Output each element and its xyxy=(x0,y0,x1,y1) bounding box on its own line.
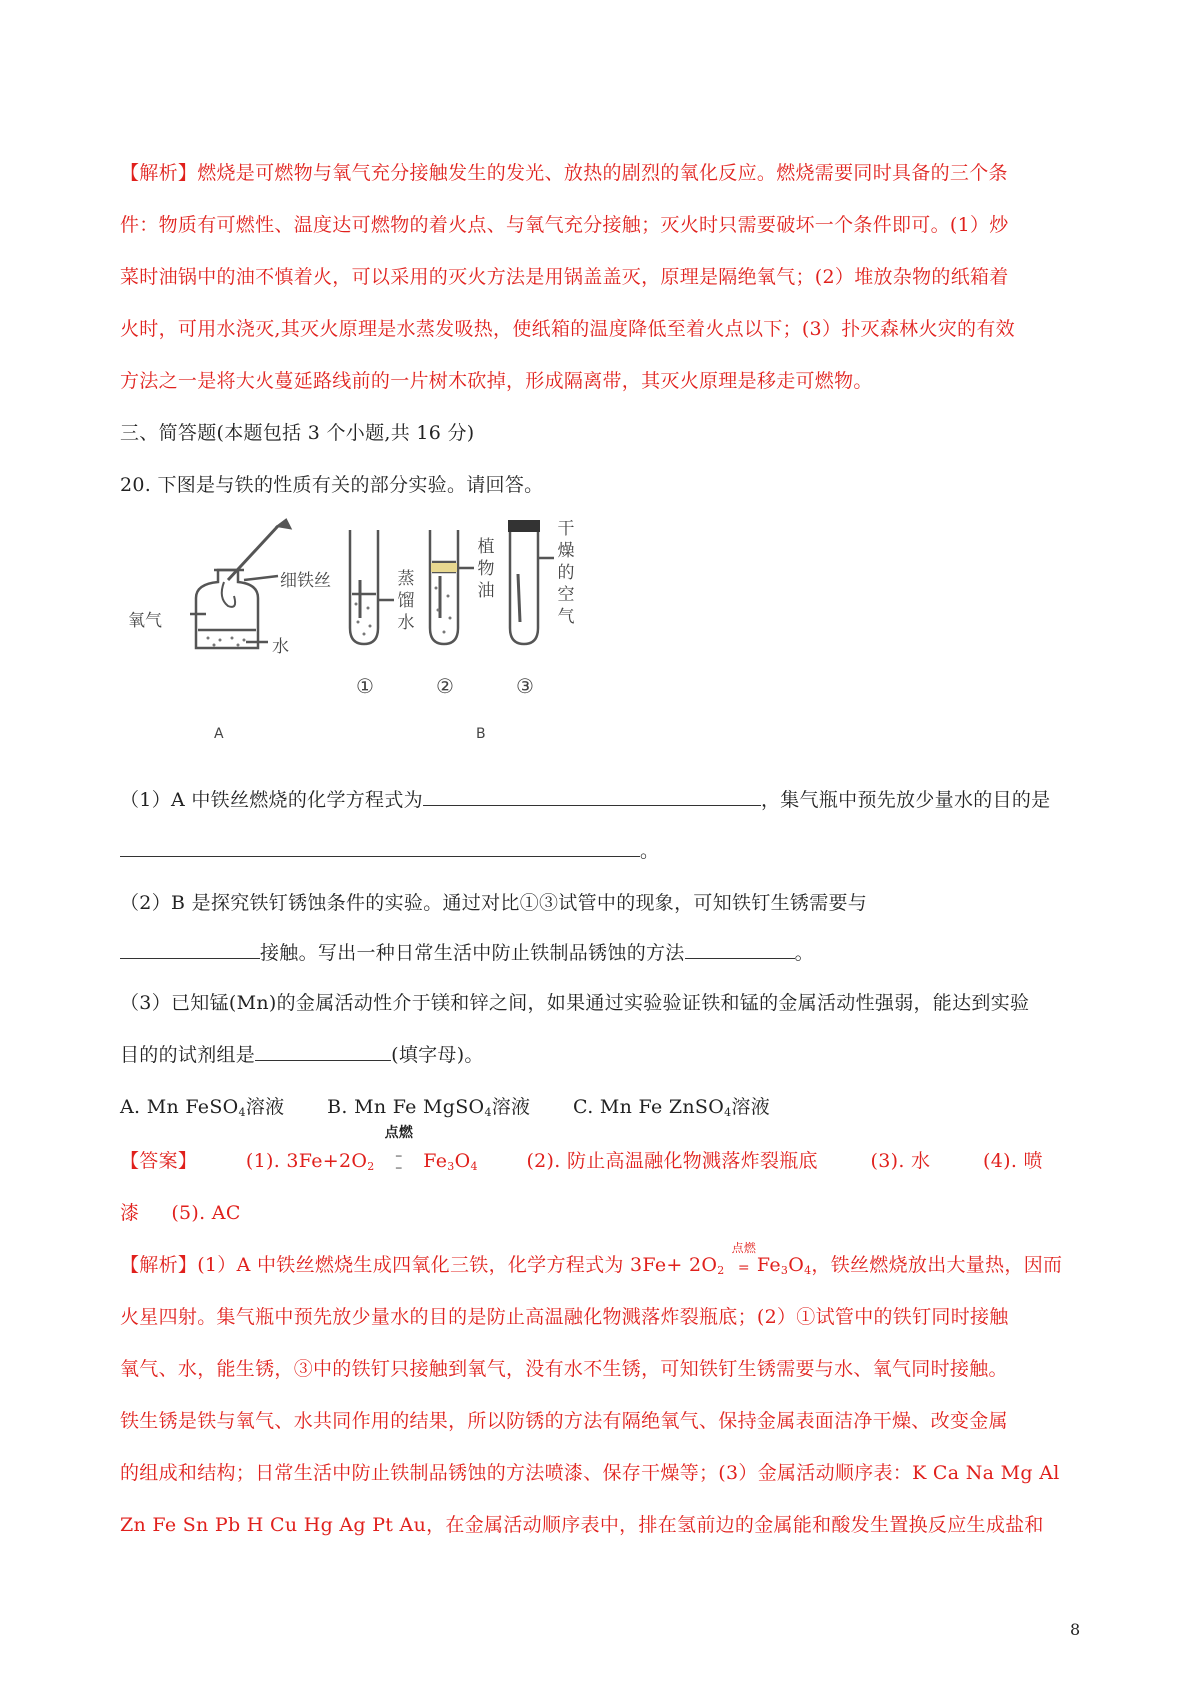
option-b: B. Mn Fe MgSO$_4$溶液 xyxy=(327,1096,531,1119)
analysis1-line1 xyxy=(120,158,1008,185)
analysis1-line3: 菜时油锅中的油不慎着火，可以采用的灭火方法是用锅盖盖灭，原理是隔绝氧气；(2）堆放杂物的纸箱着 xyxy=(120,266,1009,288)
reaction-condition: 点燃 – – xyxy=(384,1125,414,1176)
analysis1-line5: 方法之一是将大火蔓延路线前的一片树木砍掉，形成隔离带，其灭火原理是移走可燃物。 xyxy=(120,370,873,392)
q20-options xyxy=(120,1092,770,1119)
answer-tag: 【答案】 xyxy=(120,1150,198,1172)
reaction-condition-2: 点燃 = xyxy=(731,1241,757,1276)
label-tube2: ② xyxy=(436,674,454,698)
answer-blank-4[interactable] xyxy=(685,942,795,959)
label-b: B xyxy=(476,726,486,742)
label-iron-wire: 细铁丝 xyxy=(280,571,331,591)
q20-part1-cont: 。 xyxy=(120,836,659,863)
answer-blank-1[interactable] xyxy=(423,789,761,806)
page-number: 8 xyxy=(1070,1620,1081,1639)
q20-part2-cont: 接触。写出一种日常生活中防止铁制品锈蚀的方法 。 xyxy=(120,938,814,965)
label-tube1: ① xyxy=(356,674,374,698)
question-20-title: 20. 下图是与铁的性质有关的部分实验。请回答。 xyxy=(120,474,544,496)
q20-part3-cont: 目的的试剂组是 (填字母)。 xyxy=(120,1044,484,1066)
analysis2-tag: 【解析】 xyxy=(120,1254,198,1276)
label-plant-oil: 植 物 油 xyxy=(477,537,495,601)
analysis2-line3: 氧气、水，能生锈，③中的铁钉只接触到氧气，没有水不生锈，可知铁钉生锈需要与水、氧气同时接触。 xyxy=(120,1358,1008,1380)
label-a: A xyxy=(214,726,224,742)
analysis2-line4: 铁生锈是铁与氧气、水共同作用的结果，所以防锈的方法有隔绝氧气、保持金属表面洁净干燥、改变金属 xyxy=(120,1410,1008,1432)
analysis1-line4: 火时，可用水浇灭,其灭火原理是水蒸发吸热，使纸箱的温度降低至着火点以下；(3）扑灭森林火灾的有效 xyxy=(120,318,1015,340)
answer-blank-3[interactable] xyxy=(120,942,260,959)
gas-jar-shape xyxy=(196,570,258,648)
label-tube3: ③ xyxy=(516,674,534,698)
analysis1-line2: 件：物质有可燃性、温度达可燃物的着火点、与氧气充分接触；灭火时只需要破坏一个条件即可。(1）炒 xyxy=(120,214,1009,236)
label-distilled-water: 蒸 馏 水 xyxy=(397,569,415,633)
analysis2-line6: Zn Fe Sn Pb H Cu Hg Ag Pt Au，在金属活动顺序表中，排在氢前边的金属能和酸发生置换反应生成盐和 xyxy=(120,1514,1044,1536)
experiment-figure xyxy=(128,518,648,763)
q20-part1: （1）A 中铁丝燃烧的化学方程式为 ，集气瓶中预先放少量水的目的是 xyxy=(120,789,1051,811)
analysis2-line2: 火星四射。集气瓶中预先放少量水的目的是防止高温融化物溅落炸裂瓶底；(2）①试管中的铁钉同时接触 xyxy=(120,1306,1009,1328)
analysis2-line1: 【解析】(1）A 中铁丝燃烧生成四氧化三铁，化学方程式为 $3Fe+ 2O_2$ 点燃 = $Fe_3O_4$，铁丝燃烧放出大量热，因而 xyxy=(120,1241,1063,1277)
answer-line1: 【答案】 (1). $3Fe+2O_2$ 点燃 – – $Fe_3O_4$ (2). 防止高温融化物溅落炸裂瓶底 (3). 水 (4). 喷 xyxy=(120,1125,1043,1176)
label-dry-air: 干 燥 的 空 气 xyxy=(557,519,575,627)
q20-part2: （2）B 是探究铁钉锈蚀条件的实验。通过对比①③试管中的现象，可知铁钉生锈需要与 xyxy=(120,892,868,914)
analysis1-tag: 【解析】 xyxy=(120,162,198,184)
answer-line2: 漆 (5). AC xyxy=(120,1202,241,1224)
label-water: 水 xyxy=(272,637,289,657)
analysis2-line5: 的组成和结构；日常生活中防止铁制品锈蚀的方法喷漆、保存干燥等；(3）金属活动顺序表：K Ca Na Mg Al xyxy=(120,1462,1060,1484)
answer-blank-2[interactable] xyxy=(120,840,640,857)
option-a: A. Mn FeSO$_4$溶液 xyxy=(120,1096,285,1119)
section-title: 三、简答题(本题包括 3 个小题,共 16 分) xyxy=(120,422,475,444)
label-oxygen: 氧气 xyxy=(128,611,162,631)
q20-part3: （3）已知锰(Mn)的金属活动性介于镁和锌之间，如果通过实验验证铁和锰的金属活动性强弱，能达到实验 xyxy=(120,992,1030,1014)
answer-blank-5[interactable] xyxy=(255,1044,391,1061)
option-c: C. Mn Fe ZnSO$_4$溶液 xyxy=(573,1096,770,1119)
analysis1-text1: 燃烧是可燃物与氧气充分接触发生的发光、放热的剧烈的氧化反应。燃烧需要同时具备的三个条 xyxy=(197,162,1008,184)
